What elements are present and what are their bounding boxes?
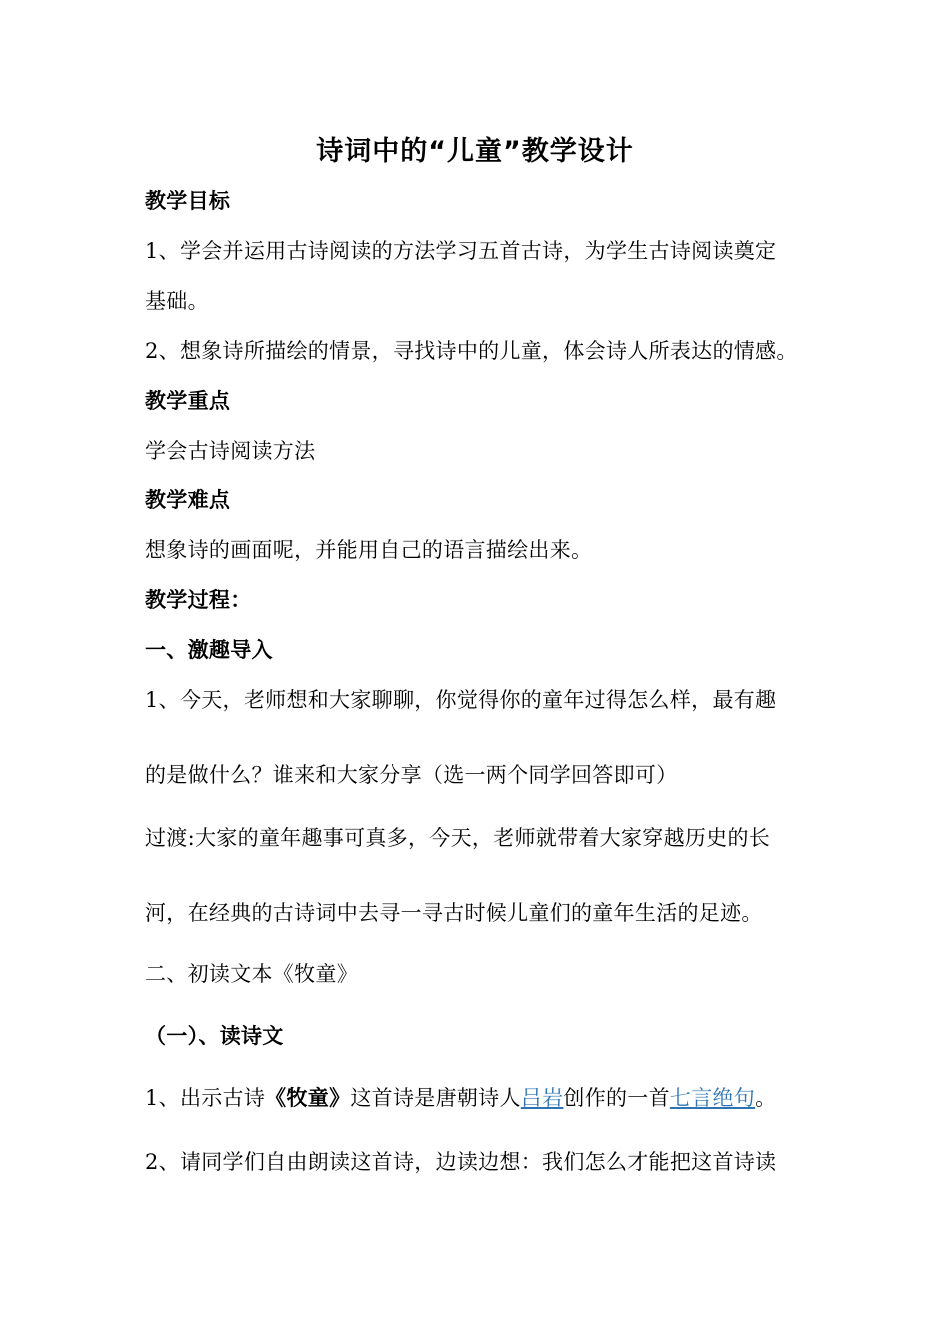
objective-1-line-2: 基础。: [145, 289, 209, 313]
step-1-middle: 这首诗是唐朝诗人: [350, 1086, 521, 1110]
intro-1-line-1: 1、今天，老师想和大家聊聊，你觉得你的童年过得怎么样，最有趣: [145, 688, 777, 712]
section-1-heading: 一、激趣导入: [145, 638, 273, 662]
section-2-heading: 二、初读文本《牧童》: [145, 962, 358, 986]
step-1-paragraph: [145, 1084, 776, 1112]
transition-line-2: 河，在经典的古诗词中去寻一寻古时候儿童们的童年生活的足迹。: [145, 901, 763, 925]
difficulty-heading: 教学难点: [145, 488, 231, 512]
step-1-suffix: 。: [755, 1086, 777, 1110]
difficulty-text: 想象诗的画面呢，并能用自己的语言描绘出来。: [145, 538, 593, 562]
objective-2: 2、想象诗所描绘的情景，寻找诗中的儿童，体会诗人所表达的情感。: [145, 339, 798, 363]
poem-title: 《牧童》: [265, 1086, 351, 1110]
transition-line-1: 过渡:大家的童年趣事可真多，今天，老师就带着大家穿越历史的长: [145, 826, 771, 850]
poem-form-link[interactable]: 七言绝句: [669, 1086, 756, 1110]
key-point-text: 学会古诗阅读方法: [145, 439, 316, 463]
step-1-prefix: 1、出示古诗: [145, 1086, 266, 1110]
objectives-heading: 教学目标: [145, 189, 231, 213]
objective-1-line-1: 1、学会并运用古诗阅读的方法学习五首古诗，为学生古诗阅读奠定: [145, 239, 777, 263]
process-heading: 教学过程：: [145, 588, 252, 612]
intro-1-line-2: 的是做什么？谁来和大家分享（选一两个同学回答即可）: [145, 763, 678, 787]
poet-link[interactable]: 吕岩: [520, 1086, 564, 1110]
key-point-heading: 教学重点: [145, 389, 231, 413]
subsection-1-heading: （一）、读诗文: [145, 1024, 284, 1048]
document-title: 诗词中的“儿童”教学设计: [316, 136, 634, 167]
step-1-middle-2: 创作的一首: [563, 1086, 670, 1110]
step-2-line-1: 2、请同学们自由朗读这首诗，边读边想：我们怎么才能把这首诗读: [145, 1150, 777, 1174]
